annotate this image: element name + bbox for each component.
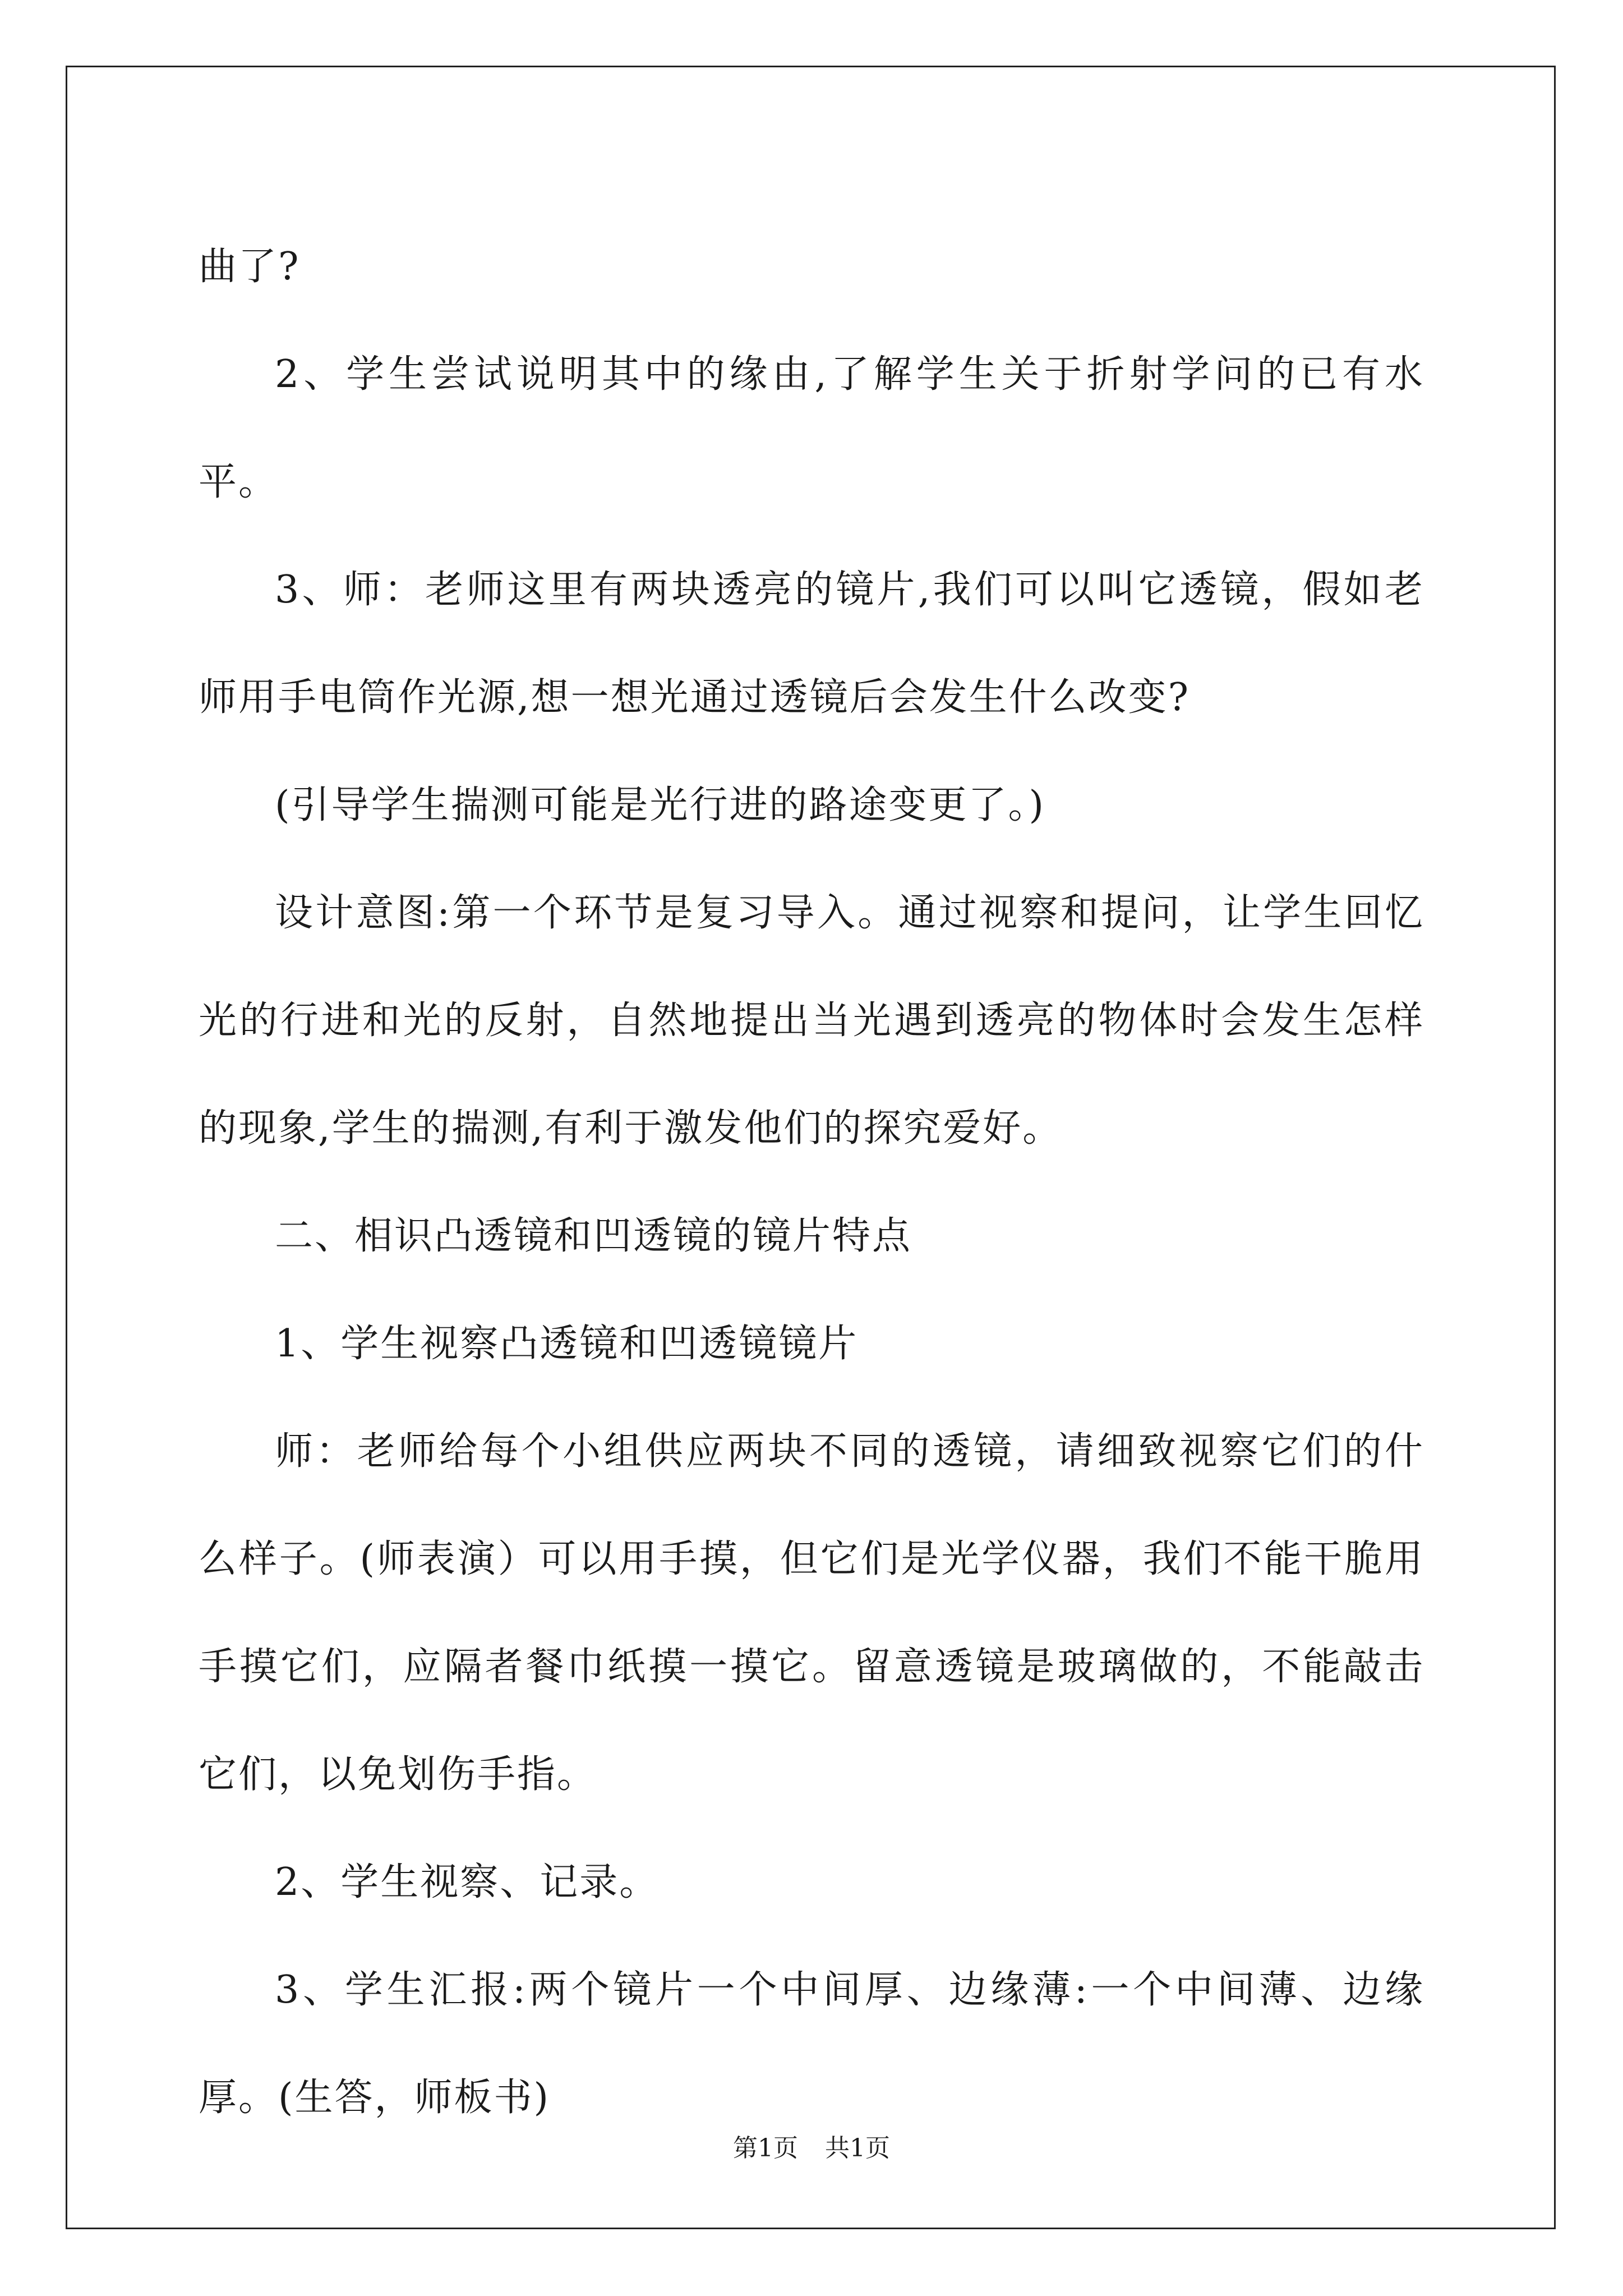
paragraph-5: 设计意图:第一个环节是复习导入。通过视察和提问，让学生回忆光的行进和光的反射，自然地提出当光遇到透亮的物体时会发生怎样的现象,学生的揣测,有利于激发他们的探究爱好。 [199, 891, 1424, 1151]
document-body [199, 213, 1424, 2152]
paragraph-9: 2、学生视察、记录。 [275, 1860, 660, 1904]
page-footer [0, 2132, 1623, 2165]
paragraph-7: 1、学生视察凸透镜和凹透镜镜片 [275, 1322, 859, 1366]
paragraph-3: 3、师：老师这里有两块透亮的镜片,我们可以叫它透镜，假如老师用手电筒作光源,想一想光通过透镜后会发生什么改变? [199, 568, 1424, 720]
paragraph-10: 3、学生汇报:两个镜片一个中间厚、边缘薄:一个中间薄、边缘厚。(生答，师板书) [199, 1968, 1424, 2120]
paragraph-8: 师：老师给每个小组供应两块不同的透镜，请细致视察它们的什么样子。(师表演）可以用手摸，但它们是光学仪器，我们不能干脆用手摸它们，应隔者餐巾纸摸一摸它。留意透镜是玻璃做的，不能敲击它们，以免划伤手指。 [199, 1429, 1424, 1797]
paragraph-4: (引导学生揣测可能是光行进的路途变更了。) [275, 783, 1046, 827]
page-number: 第1页 [733, 2134, 798, 2162]
paragraph-1: 曲了? [199, 245, 301, 289]
paragraph-2: 2、学生尝试说明其中的缘由,了解学生关于折射学问的已有水平。 [199, 352, 1424, 504]
section-heading: 二、相识凸透镜和凹透镜的镜片特点 [275, 1214, 912, 1258]
page-total: 共1页 [825, 2134, 890, 2162]
